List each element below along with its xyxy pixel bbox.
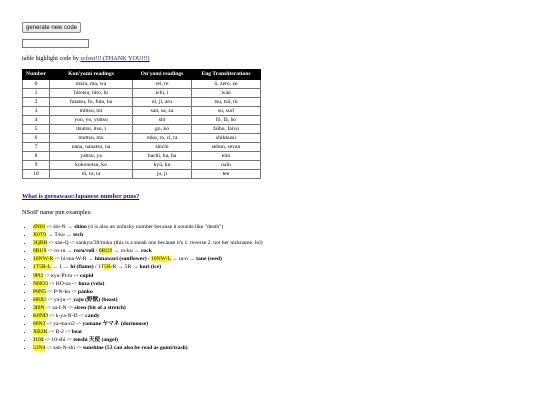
pun-code: H8JU xyxy=(33,296,47,303)
cell-eng: shikkusu xyxy=(192,134,261,143)
pun-meaning: yamane ヤマネ (dormouse) xyxy=(82,321,149,328)
table-row xyxy=(23,170,261,179)
cell-onyomi: hachi, ha, ba xyxy=(133,152,192,161)
table-header-row xyxy=(23,70,261,80)
table-row xyxy=(23,98,261,107)
cell-number: 8 xyxy=(23,152,50,161)
table-row xyxy=(23,134,261,143)
pun-meaning: tech xyxy=(73,232,84,239)
table-row xyxy=(23,161,261,170)
pun-text: -> ro-ru → xyxy=(46,248,74,255)
table-row xyxy=(23,80,261,89)
pun-example-item xyxy=(33,296,263,304)
table-row xyxy=(23,116,261,125)
cell-kunyomi: yon, yo, yottsu xyxy=(50,116,133,125)
pun-code: 80N3 xyxy=(33,321,46,328)
cell-kunyomi: tō, to, ta xyxy=(50,170,133,179)
table-body xyxy=(23,80,261,179)
cell-onyomi: san, sa, za xyxy=(133,107,192,116)
pun-text: → ro-ku → xyxy=(112,248,142,255)
credit-link[interactable]: ccfost!!! (THANK YOU!!!) xyxy=(80,55,150,62)
cell-onyomi: go, ko xyxy=(133,125,192,134)
pun-code: 3QBB xyxy=(33,240,48,247)
pun-text: -> san-N-shi -> xyxy=(45,345,83,352)
pun-text: -> shi-N → xyxy=(45,224,75,230)
pun-example-item xyxy=(33,336,263,344)
cell-number: 5 xyxy=(23,125,50,134)
pun-code: X0T9 xyxy=(33,232,47,239)
cell-eng: faību, faivu xyxy=(192,125,261,134)
pun-example-item xyxy=(33,263,263,271)
pun-example-item xyxy=(33,231,263,239)
cell-kunyomi: muttsu, mu xyxy=(50,134,133,143)
table-row xyxy=(23,143,261,152)
cell-onyomi: shi xyxy=(133,116,192,125)
table-row xyxy=(23,89,261,98)
pun-code: NHO3 xyxy=(33,280,48,287)
pun-text: -> 10-shi -> xyxy=(43,337,74,344)
what-is-goroawase-link[interactable]: What is goroawase/Japanese number puns? xyxy=(22,193,140,200)
pun-code: J104 xyxy=(33,337,44,344)
pun-text: / xyxy=(94,248,99,255)
pun-meaning: tane (seed) xyxy=(196,256,222,263)
pun-code: 10NW-R xyxy=(33,256,54,263)
pun-text: → T-ku → xyxy=(46,232,74,239)
pun-example-item xyxy=(33,223,263,231)
cell-kunyomi: itsutsu, itsu, i xyxy=(50,125,133,134)
pun-example-item xyxy=(33,344,263,352)
pun-meaning: candy xyxy=(85,313,100,320)
cell-onyomi: roku, ro, ri, ra xyxy=(133,134,192,143)
pun-meaning: himawari (sunflower) xyxy=(94,256,147,263)
cell-eng: sebun, sevan xyxy=(192,143,261,152)
cell-number: 3 xyxy=(23,107,50,116)
pun-meaning: siren (bit of a stretch) xyxy=(74,304,126,311)
cell-onyomi: kyū, ku xyxy=(133,161,192,170)
pun-example-item xyxy=(33,312,263,320)
pun-code: 5R xyxy=(104,264,111,271)
cell-number: 1 xyxy=(23,89,50,98)
pun-code: 9Pl2 xyxy=(33,272,44,279)
cell-kunyomi: kokonotsu, ko xyxy=(50,161,133,170)
pun-meaning: cupid xyxy=(80,272,94,279)
pun-example-item xyxy=(33,272,263,280)
cell-onyomi: ni, ji, aru xyxy=(133,98,192,107)
pun-text: -> kyu-Pl-tu -> xyxy=(43,272,81,279)
cell-kunyomi: nana, nanatsu, na xyxy=(50,143,133,152)
table-row xyxy=(23,152,261,161)
cell-number: 0 xyxy=(23,80,50,89)
cell-eng: eito xyxy=(192,152,261,161)
pun-code: K8ND xyxy=(33,313,48,320)
cell-eng: ō, zero, ze xyxy=(192,80,261,89)
pun-example-item xyxy=(33,247,263,255)
pun-meaning: hoza (vela) xyxy=(78,280,105,287)
cell-kunyomi: hitotsu, hito, hi xyxy=(50,89,133,98)
cell-onyomi: shichi xyxy=(133,143,192,152)
pun-text: -> HO-za -> xyxy=(47,280,79,287)
table-header-onyomi: On'yomi readings xyxy=(133,70,192,80)
pun-text: / 1T xyxy=(93,264,105,271)
table-header-eng: Eng Transliterations xyxy=(192,70,261,80)
cell-onyomi: ju, ji xyxy=(133,170,192,179)
pun-meaning: roru/roll xyxy=(73,248,95,255)
cell-kunyomi: mittsu, mi xyxy=(50,107,133,116)
cell-kunyomi: futatsu, fu, futa, ha xyxy=(50,98,133,107)
pun-example-item xyxy=(33,288,263,296)
table-header-kunyomi: Kun'yomi readings xyxy=(50,70,133,80)
pun-text: / xyxy=(146,256,151,263)
table-row xyxy=(23,107,261,116)
cell-number: 6 xyxy=(23,134,50,143)
pun-example-item xyxy=(33,280,263,288)
cell-eng: su, surī xyxy=(192,107,261,116)
pun-example-item xyxy=(33,328,263,336)
pun-meaning: hi (flame) xyxy=(70,264,94,271)
cell-eng: nain xyxy=(192,161,261,170)
pun-text: → ta-n → xyxy=(170,256,197,263)
pun-text: -> P-N-ko -> xyxy=(45,288,78,295)
pun-meaning: kori (ice) xyxy=(139,264,162,271)
pun-text: → 1 → xyxy=(50,264,71,271)
pun-meaning: sunshine (53 can also be read as gomi/trash) xyxy=(82,345,188,352)
pun-example-item xyxy=(33,239,263,247)
pun-code: 10NW-L xyxy=(151,256,171,263)
pun-code: 6RU9 xyxy=(98,248,113,255)
cell-number: 2 xyxy=(23,98,50,107)
pun-code: XB2K xyxy=(33,329,48,336)
pun-text: -R → 5R → xyxy=(110,264,140,271)
table-row xyxy=(23,125,261,134)
pun-meaning: panko xyxy=(77,288,93,295)
pun-meaning: yaju (野獣) (beast) xyxy=(73,296,118,303)
pun-examples-list xyxy=(22,223,263,353)
cell-kunyomi: maru, ma, wa xyxy=(50,80,133,89)
pun-code: 53N4 xyxy=(33,345,46,352)
pun-code: 3I0N xyxy=(33,304,45,311)
pun-examples-heading: NSotF name pun examples: xyxy=(22,209,92,216)
cell-onyomi: ichi, i xyxy=(133,89,192,98)
cell-eng: fō, fā, ho xyxy=(192,116,261,125)
cell-kunyomi: yattsu, ya xyxy=(50,152,133,161)
pun-code: 4N01 xyxy=(33,224,46,230)
pun-code: 1T5R-L xyxy=(33,264,51,271)
number-readings-table xyxy=(22,69,261,179)
cell-number: 7 xyxy=(23,143,50,152)
pun-example-item xyxy=(33,255,263,263)
pun-text: -> sa-I-N -> xyxy=(44,304,75,311)
cell-onyomi: rei, re xyxy=(133,80,192,89)
code-input[interactable] xyxy=(22,39,89,48)
pun-example-item xyxy=(33,304,263,312)
pun-meaning: shino xyxy=(74,224,87,230)
table-header-number: Number xyxy=(23,70,50,80)
cell-number: 10 xyxy=(23,170,50,179)
pun-code: P8N5 xyxy=(33,288,46,295)
pun-example-item xyxy=(33,320,263,328)
pun-text: -> ya-ma-n3 -> xyxy=(45,321,83,328)
pun-text: -> hi-ma-W-R → xyxy=(53,256,95,263)
pun-text: -> san-Q -> sankyu/39/miku (this is a sneak one because it's 1. reverse 2. not her nickname. lol) xyxy=(47,240,263,247)
credit-prefix: table highlight code by xyxy=(22,55,81,62)
pun-text: (4 is also an unlucky number because it sounds like "death") xyxy=(86,224,224,230)
pun-meaning: rock xyxy=(141,248,152,255)
generate-code-button[interactable]: generate new code xyxy=(22,22,81,33)
cell-eng: tsu, tsū, tū xyxy=(192,98,261,107)
cell-number: 9 xyxy=(23,161,50,170)
pun-text: -> k-ya-N-D -> xyxy=(47,313,86,320)
cell-number: 4 xyxy=(23,116,50,125)
pun-text: -> B-2 -> xyxy=(47,329,72,336)
pun-code: 6RU9 xyxy=(33,248,47,255)
credit-line xyxy=(22,55,150,63)
pun-meaning: tenshi 天使 (angel) xyxy=(73,337,118,344)
cell-eng: wan xyxy=(192,89,261,98)
cell-eng: ten xyxy=(192,170,261,179)
pun-text: -> ya-ju -> xyxy=(46,296,74,303)
pun-meaning: beat xyxy=(71,329,82,336)
